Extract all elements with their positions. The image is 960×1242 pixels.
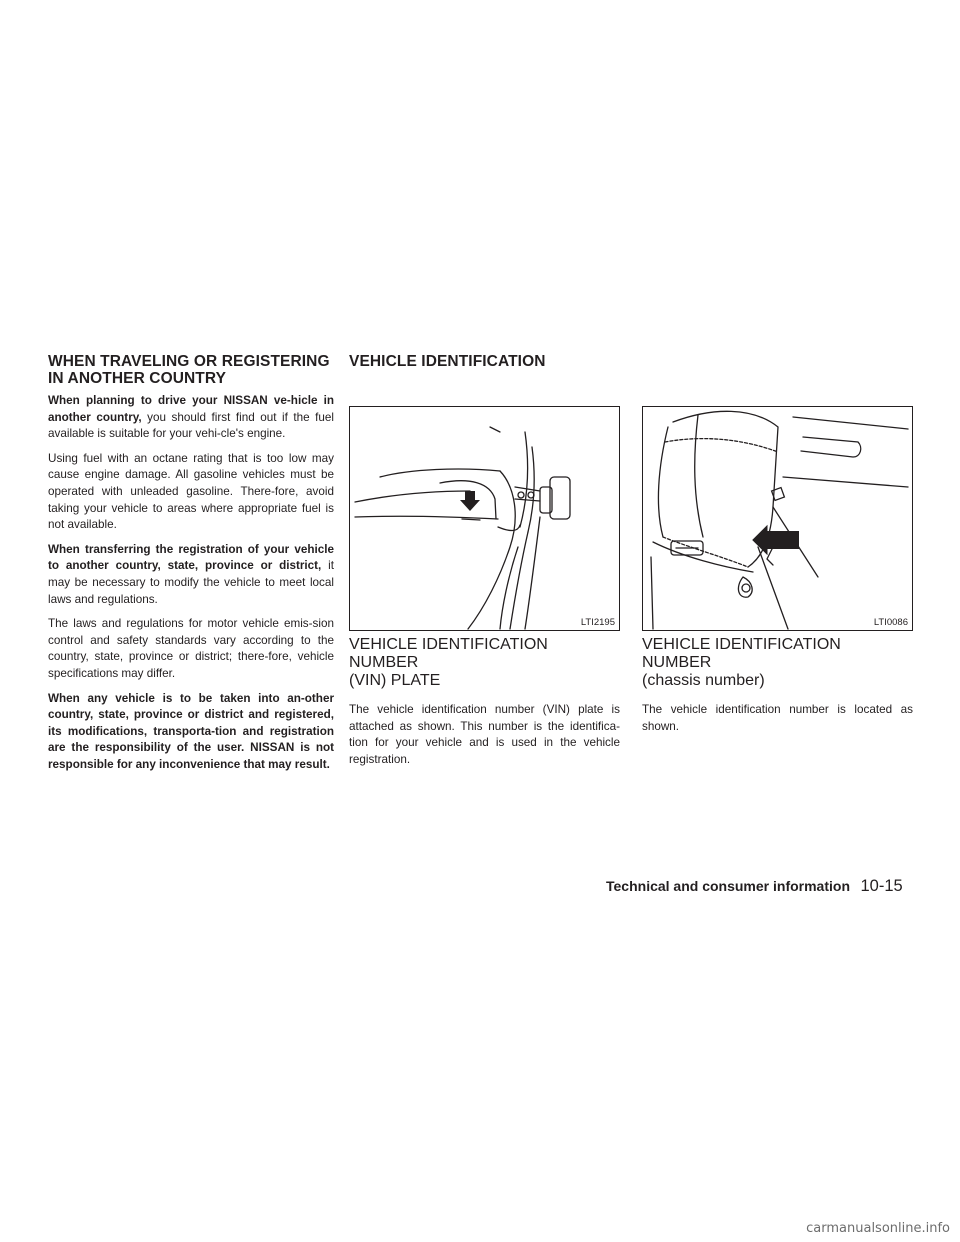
chassis-number-illustration	[642, 406, 913, 631]
vin-plate-drawing	[350, 407, 619, 630]
paragraph: The laws and regulations for motor vehicle emis-sion control and safety standards vary according to the country, state, province or district; there-fore, vehicle specifications may differ.	[48, 617, 334, 680]
vin-plate-body: The vehicle identification number (VIN) plate is attached as shown. This number is the identifica-tion for your vehicle and is used in the vehicle registration.	[349, 703, 620, 766]
paragraph: When transferring the registration of your vehicle to another country, state, province or district, it may be necessary to modify the vehicle to meet local laws and regulations.	[48, 542, 334, 606]
page-number: 10-15	[860, 877, 903, 895]
chassis-title: VEHICLE IDENTIFICATION NUMBER (chassis number)	[642, 636, 841, 689]
vin-plate-section	[349, 636, 620, 776]
paragraph: When planning to drive your NISSAN ve-hicle in another country, you should first find out if the fuel available is suitable for your vehi-cle's engine.	[48, 394, 334, 441]
paragraph: When any vehicle is to be taken into an-other country, state, province or district and registered, its modifications, transporta-tion and registration are the responsibility of the user. NISSAN is not responsible for any inconvenience that may result.	[48, 691, 334, 771]
vin-plate-title: VEHICLE IDENTIFICATION NUMBER (VIN) PLATE	[349, 636, 548, 689]
chassis-section	[642, 636, 913, 743]
section-heading-traveling: WHEN TRAVELING OR REGISTERING IN ANOTHER COUNTRY	[48, 353, 330, 387]
chassis-body: The vehicle identification number is located as shown.	[642, 703, 913, 733]
traveling-body	[48, 393, 334, 781]
paragraph: Using fuel with an octane rating that is too low may cause engine damage. All gasoline vehicles must be operated with unleaded gasoline. There-fore, avoid taking your vehicle to areas where appropriate fuel is not available.	[48, 451, 334, 532]
section-heading-vehicle-identification: VEHICLE IDENTIFICATION	[349, 353, 546, 370]
vin-plate-illustration	[349, 406, 620, 631]
chassis-number-drawing	[643, 407, 912, 630]
footer-section-title: Technical and consumer information	[606, 878, 851, 894]
page-footer	[606, 877, 903, 896]
watermark: carmanualsonline.info	[806, 1221, 950, 1236]
figure-code-chassis: LTI0086	[873, 617, 908, 628]
figure-code-vin-plate: LTI2195	[580, 617, 615, 628]
